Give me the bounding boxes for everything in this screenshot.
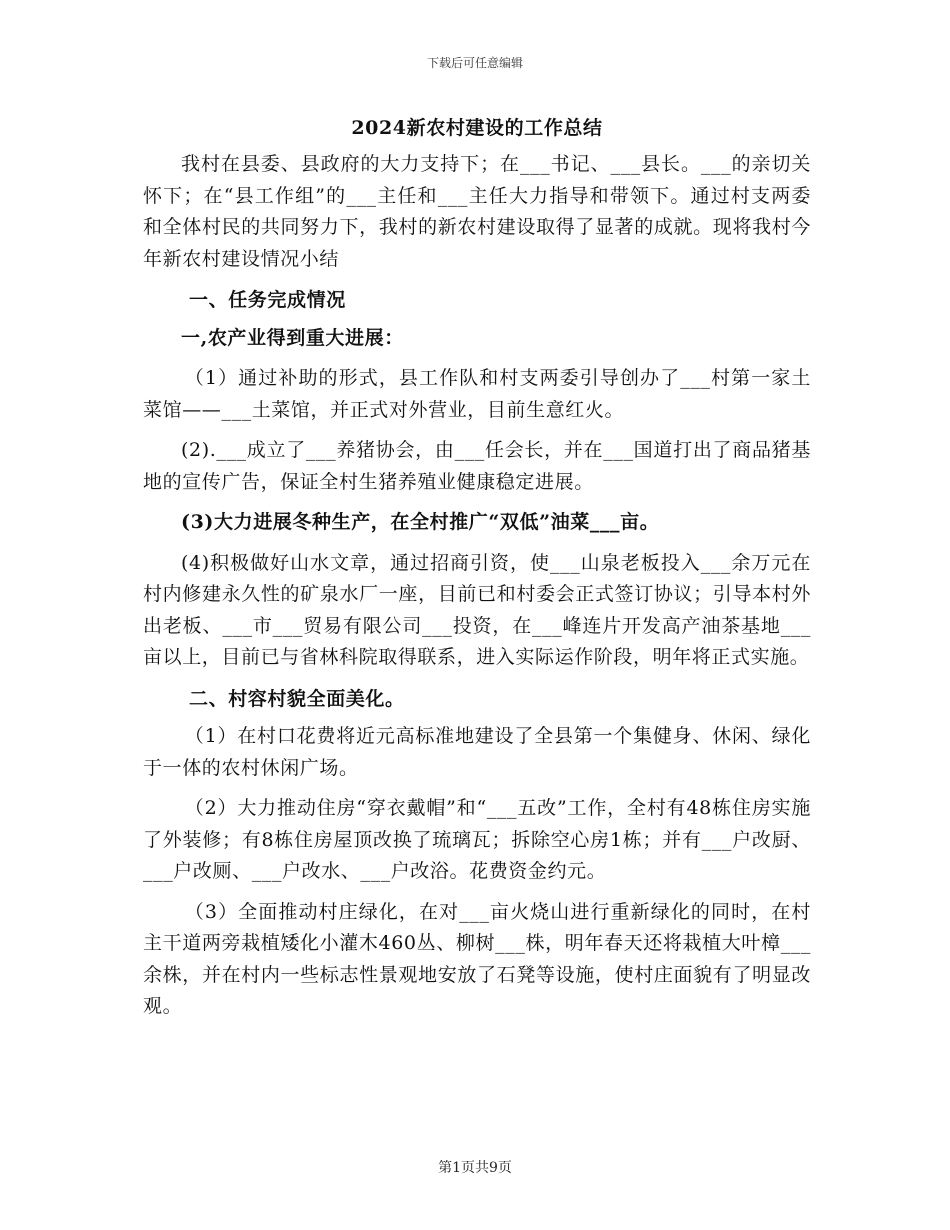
item-1-paragraph: （1）通过补助的形式，县工作队和村支两委引导创办了___村第一家土菜馆——___土菜馆，并正式对外营业，目前生意红火。 [143, 367, 811, 421]
document-body [143, 113, 811, 1025]
section-1-subheading: 一,农产业得到重大进展： [181, 326, 404, 349]
item-4-paragraph: (4)积极做好山水文章，通过招商引资，使___山泉老板投入___余万元在村内修建永久性的矿泉水厂一座，目前已和村委会正式签订协议；引导本村外出老板、___市___贸易有限公司___投资，在___峰连片开发高产油茶基地___亩以上，目前已与省林科院取得联系，进入实际运作阶段，明年将正式实施。 [143, 551, 811, 668]
item-6-paragraph: （2）大力推动住房“穿衣戴帽”和“___五改”工作，全村有48栋住房实施了外装修；有8栋住房屋顶改换了琉璃瓦；拆除空心房1栋；并有___户改厨、___户改厕、___户改水、___户改浴。花费资金约元。 [143, 797, 811, 882]
page-header-note: 下载后可任意编辑 [426, 56, 523, 70]
item-3-paragraph: (3)大力进展冬种生产，在全村推广“双低”油菜___亩。 [181, 511, 660, 533]
page-footer-pagination: 第1页共9页 [438, 1160, 512, 1176]
item-2-paragraph: (2).___成立了___养猪协会，由___任会长，并在___国道打出了商品猪基地的宣传广告，保证全村生猪养殖业健康稳定进展。 [143, 439, 811, 493]
intro-paragraph: 我村在县委、县政府的大力支持下；在___书记、___县长。___的亲切关怀下；在“县工作组”的___主任和___主任大力指导和带领下。通过村支两委和全体村民的共同努力下，我村的新农村建设取得了显著的成就。现将我村今年新农村建设情况小结 [143, 153, 811, 270]
document-title: 2024新农村建设的工作总结 [351, 117, 603, 139]
item-5-paragraph: （1）在村口花费将近元高标准地建设了全县第一个集健身、休闲、绿化于一体的农村休闲广场。 [143, 725, 811, 779]
item-7-paragraph: （3）全面推动村庄绿化，在对___亩火烧山进行重新绿化的同时，在村主干道两旁栽植矮化小灌木460丛、柳树___株，明年春天还将栽植大叶樟___余株，并在村内一些标志性景观地安放了石凳等设施，使村庄面貌有了明显改观。 [143, 900, 811, 1017]
section-1-heading: 一、任务完成情况 [189, 289, 346, 311]
section-2-heading: 二、村容村貌全面美化。 [189, 687, 405, 710]
